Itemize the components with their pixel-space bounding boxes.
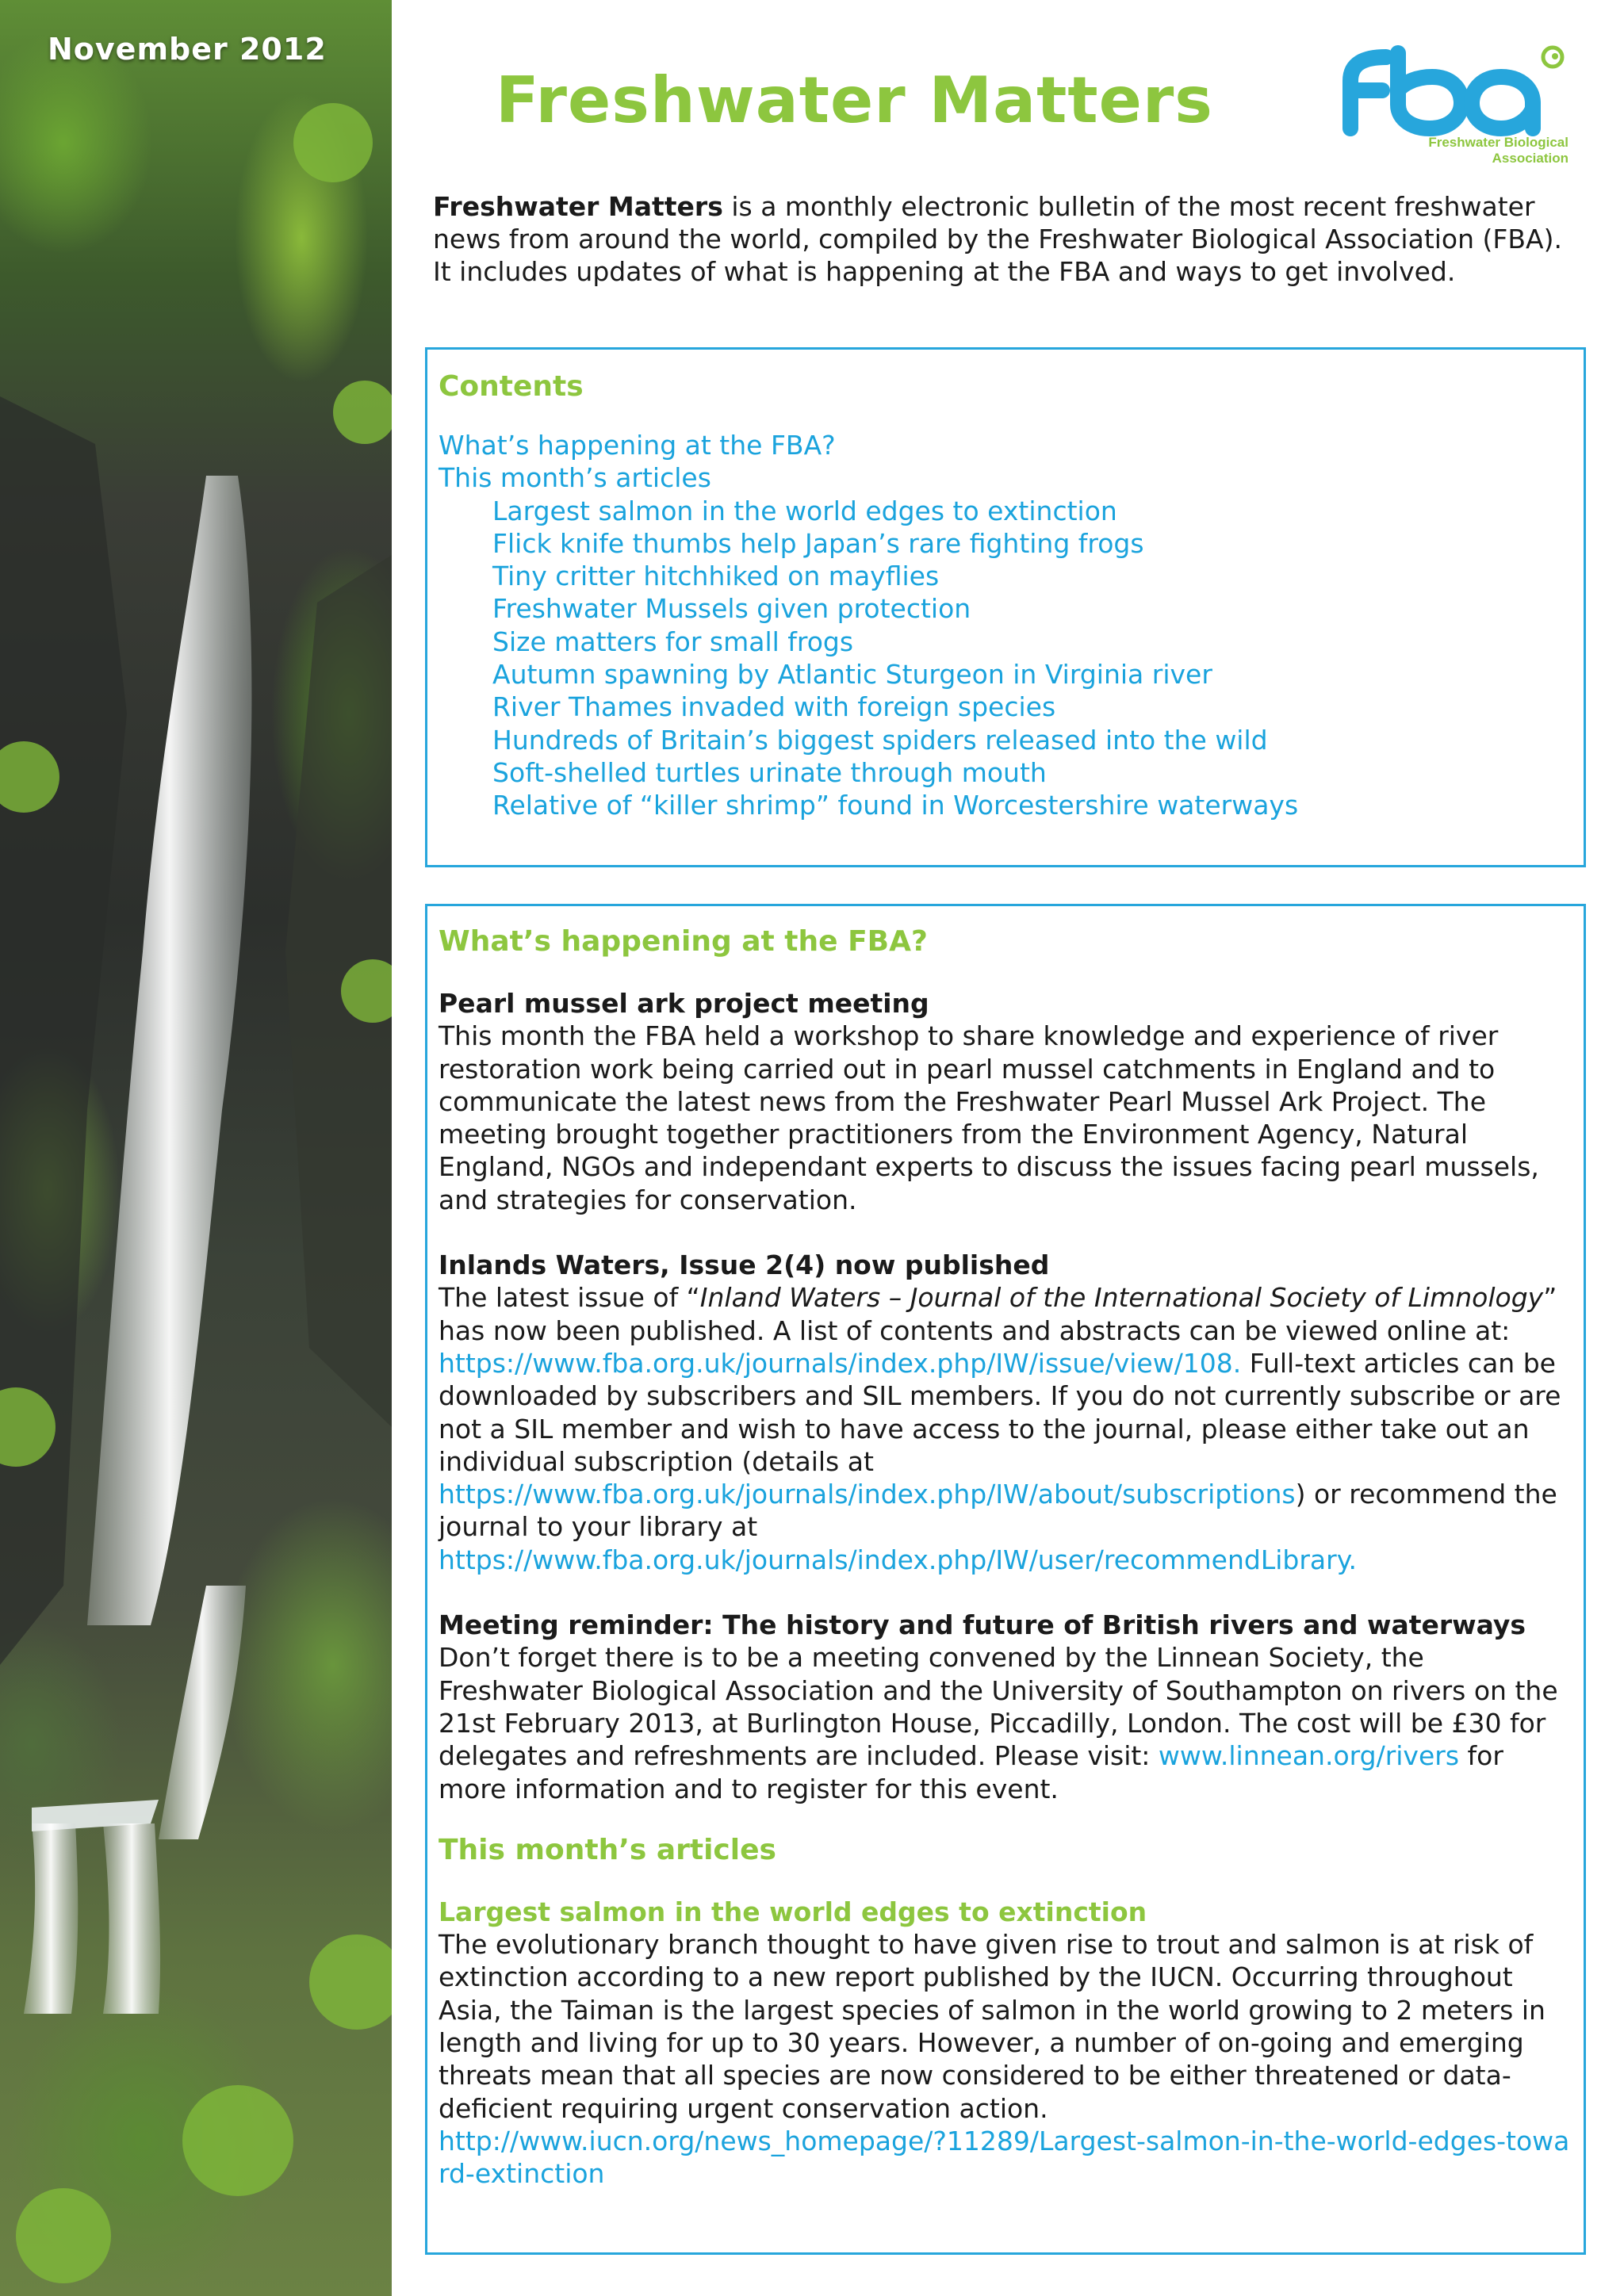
toc-link-article[interactable]: Soft-shelled turtles urinate through mouth bbox=[492, 756, 1047, 788]
toc-link-article[interactable]: Hundreds of Britain’s biggest spiders released into the wild bbox=[492, 724, 1268, 756]
articles-section-heading: This month’s articles bbox=[439, 1833, 776, 1866]
toc-link-article[interactable]: Relative of “killer shrimp” found in Worcestershire waterways bbox=[492, 790, 1299, 821]
toc-link-article[interactable]: Autumn spawning by Atlantic Sturgeon in Virginia river bbox=[492, 659, 1212, 691]
news-box bbox=[425, 904, 1586, 2255]
meeting-reminder-body bbox=[439, 1641, 1572, 1804]
toc-link-article[interactable]: Freshwater Mussels given protection bbox=[492, 593, 971, 625]
toc-link-article[interactable]: Flick knife thumbs help Japan’s rare fighting frogs bbox=[492, 527, 1144, 559]
toc-link-article[interactable]: Size matters for small frogs bbox=[492, 626, 854, 657]
logo-subtitle-line2: Association bbox=[1492, 151, 1568, 166]
intro-bold: Freshwater Matters bbox=[433, 191, 723, 222]
toc-link-articles[interactable]: This month’s articles bbox=[439, 462, 711, 494]
meeting-reminder-title: Meeting reminder: The history and future of British rivers and waterways bbox=[439, 1609, 1526, 1641]
logo-subtitle-line1: Freshwater Biological bbox=[1428, 135, 1568, 150]
linnean-link[interactable]: www.linnean.org/rivers bbox=[1158, 1740, 1460, 1772]
contents-list bbox=[439, 429, 1572, 822]
salmon-article-title: Largest salmon in the world edges to extinction bbox=[439, 1896, 1147, 1927]
intro-paragraph bbox=[433, 190, 1575, 288]
pearl-mussel-title: Pearl mussel ark project meeting bbox=[439, 988, 929, 1019]
issue-link[interactable]: https://www.fba.org.uk/journals/index.php/IW/issue/view/108. bbox=[439, 1347, 1242, 1379]
intro-text: is a monthly electronic bulletin of the most recent freshwater news from around the world, compiled by the Freshwater Biological Association (FBA). It includes updates of what is happening at the FBA and ways to get involved. bbox=[433, 191, 1562, 287]
issue-date: November 2012 bbox=[48, 32, 327, 67]
salmon-article-body: The evolutionary branch thought to have given rise to trout and salmon is at risk of extinction according to a new report published by the IUCN. Occurring throughout Asia, the Taiman is the largest species of salmon in the world growing to 2 meters in length and living for up to 30 years. However, a number of on-going and emerging threats mean that all species are now considered to be either threatened or data-deficient requiring urgent conservation action. bbox=[439, 1929, 1545, 2124]
iucn-link[interactable]: http://www.iucn.org/news_homepage/?11289/Largest-salmon-in-the-world-edges-toward-extinction bbox=[439, 2125, 1570, 2190]
journal-name: Inland Waters – Journal of the International Society of Limnology bbox=[699, 1282, 1544, 1314]
meeting-text-2: for more information and to register for this event. bbox=[439, 1740, 1503, 1804]
pearl-mussel-body: This month the FBA held a workshop to share knowledge and experience of river restoration work being carried out in pearl mussel catchments in England and to communicate the latest news from the Freshwater Pearl Mussel Ark Project. The meeting brought together practitioners from the Environment Agency, Natural England, NGOs and independant experts to discuss the issues facing pearl mussels, and strategies for conservation. bbox=[439, 1020, 1539, 1215]
inland-text-2: ” has now been published. A list of contents and abstracts can be viewed online at: bbox=[439, 1282, 1557, 1346]
fba-logo-mark bbox=[1339, 41, 1568, 136]
inland-waters-body bbox=[439, 1281, 1572, 1576]
logo-subtitle bbox=[1410, 135, 1568, 166]
inland-text-4: ) or recommend the journal to your library at bbox=[439, 1479, 1557, 1543]
meeting-text-1: Don’t forget there is to be a meeting convened by the Linnean Society, the Freshwater Biological Association and the University of Southampton on rivers on the 21st February 2013, at Burlington House, Piccadilly, London. The cost will be £30 for delegates and refreshments are included. Please visit: bbox=[439, 1642, 1558, 1772]
contents-heading: Contents bbox=[439, 370, 584, 403]
toc-link-article[interactable]: River Thames invaded with foreign species bbox=[492, 691, 1056, 723]
inland-text-3: Full-text articles can be downloaded by subscribers and SIL members. If you do not currently subscribe or are not a SIL member and wish to have access to the journal, please either take out an individual subscription (details at bbox=[439, 1347, 1561, 1477]
fba-section-heading: What’s happening at the FBA? bbox=[439, 925, 928, 958]
waterfall-illustration bbox=[0, 0, 392, 2296]
page-title: Freshwater Matters bbox=[496, 63, 1213, 137]
fba-logo bbox=[1339, 41, 1568, 168]
toc-link-fba[interactable]: What’s happening at the FBA? bbox=[439, 430, 836, 461]
inland-waters-title: Inlands Waters, Issue 2(4) now published bbox=[439, 1249, 1050, 1281]
subscriptions-link[interactable]: https://www.fba.org.uk/journals/index.php/IW/about/subscriptions bbox=[439, 1479, 1296, 1510]
toc-link-article[interactable]: Tiny critter hitchhiked on mayflies bbox=[492, 561, 940, 592]
toc-link-article[interactable]: Largest salmon in the world edges to extinction bbox=[492, 495, 1117, 526]
inland-text-1: The latest issue of “ bbox=[439, 1282, 700, 1314]
waterfall-photo bbox=[0, 0, 392, 2296]
contents-box bbox=[425, 347, 1586, 867]
recommend-library-link[interactable]: https://www.fba.org.uk/journals/index.php/IW/user/recommendLibrary. bbox=[439, 1544, 1358, 1575]
